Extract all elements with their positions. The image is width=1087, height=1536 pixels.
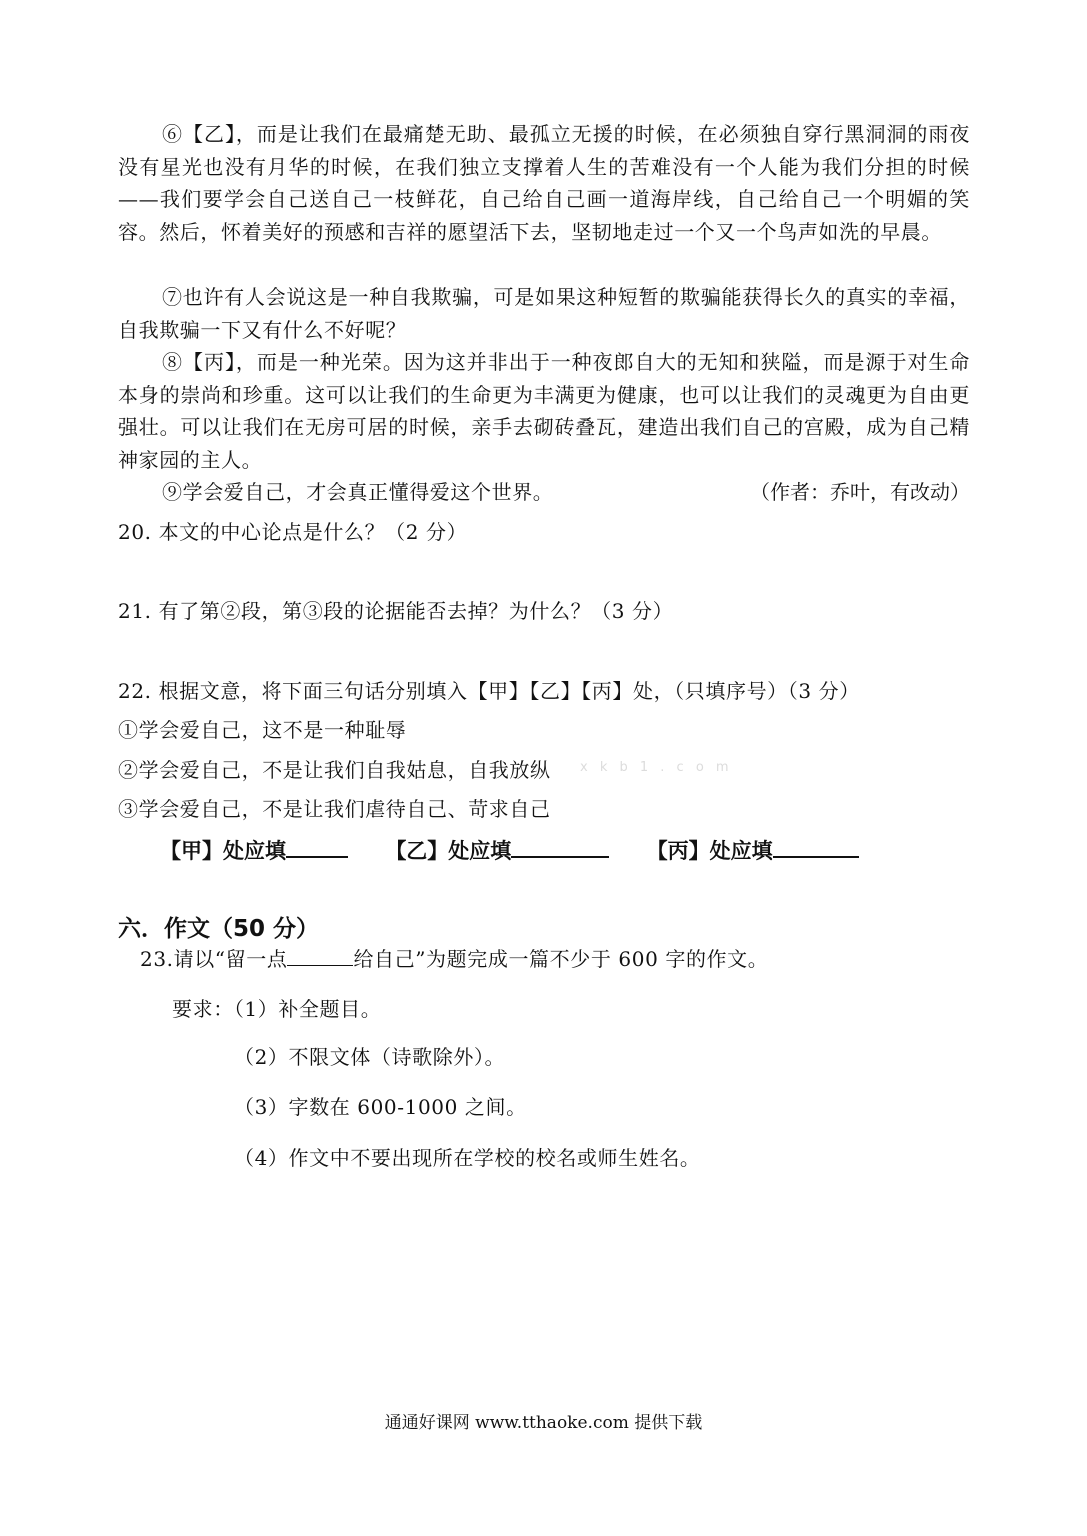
paragraph-9: ⑨学会爱自己，才会真正懂得爱这个世界。 — [162, 480, 554, 504]
answer-slot-jia: 【甲】处应填 — [160, 834, 348, 865]
essay-prompt: 23.请以“留一点 给自己”为题完成一篇不少于 600 字的作文。 — [140, 947, 769, 971]
option-2: ②学会爱自己，不是让我们自我姑息，自我放纵 — [118, 758, 551, 782]
answer-blank-bing[interactable] — [773, 834, 859, 858]
footer-credit: 通通好课网 www.tthaoke.com 提供下载 — [384, 1413, 703, 1433]
answer-slot-bing: 【丙】处应填 — [647, 834, 859, 865]
paragraph-6: ⑥【乙】，而是让我们在最痛楚无助、最孤立无援的时候，在必须独自穿行黑洞洞的雨夜没有星光也没有月华的时候，在我们独立支撑着人生的苦难没有一个人能为我们分担的时候——我们要学会自己送自己一枝鲜花，自己给自己画一道海岸线，自己给自己一个明媚的笑容。然后，怀着美好的预感和吉祥的愿望活下去，坚韧地走过一个又一个鸟声如洗的早晨。 — [118, 122, 970, 244]
paragraph-8: ⑧【丙】，而是一种光荣。因为这并非出于一种夜郎自大的无知和狭隘，而是源于对生命本身的崇尚和珍重。这可以让我们的生命更为丰满更为健康，也可以让我们的灵魂更为自由更强壮。可以让我们在无房可居的时候，亲手去砌砖叠瓦，建造出我们自己的宫殿，成为自己精神家园的主人。 — [118, 350, 970, 472]
requirement-2: （2）不限文体（诗歌除外）。 — [234, 1045, 506, 1069]
paragraph-7: ⑦也许有人会说这是一种自我欺骗，可是如果这种短暂的欺骗能获得长久的真实的幸福，自我欺骗一下又有什么不好呢？ — [118, 285, 970, 342]
author-credit: （作者：乔叶，有改动） — [750, 480, 970, 504]
option-3: ③学会爱自己，不是让我们虐待自己、苛求自己 — [118, 797, 551, 821]
answer-blank-yi[interactable] — [511, 834, 609, 858]
watermark: x k b 1 . c o m — [580, 760, 733, 775]
title-blank[interactable] — [287, 947, 353, 966]
answer-row — [160, 834, 889, 865]
question-20: 20. 本文的中心论点是什么？（2 分） — [118, 520, 468, 544]
section-heading: 六．作文（50 分） — [118, 916, 320, 942]
requirement-1: 要求：（1）补全题目。 — [172, 997, 382, 1021]
option-1: ①学会爱自己，这不是一种耻辱 — [118, 718, 407, 742]
answer-blank-jia[interactable] — [286, 834, 348, 858]
requirement-3: （3）字数在 600-1000 之间。 — [234, 1095, 527, 1119]
requirement-4: （4）作文中不要出现所在学校的校名或师生姓名。 — [234, 1146, 701, 1170]
answer-slot-yi: 【乙】处应填 — [385, 834, 609, 865]
question-21: 21. 有了第②段，第③段的论据能否去掉？为什么？（3 分） — [118, 599, 674, 623]
question-22: 22. 根据文意，将下面三句话分别填入【甲】【乙】【丙】处，（只填序号）（3 分） — [118, 679, 860, 703]
